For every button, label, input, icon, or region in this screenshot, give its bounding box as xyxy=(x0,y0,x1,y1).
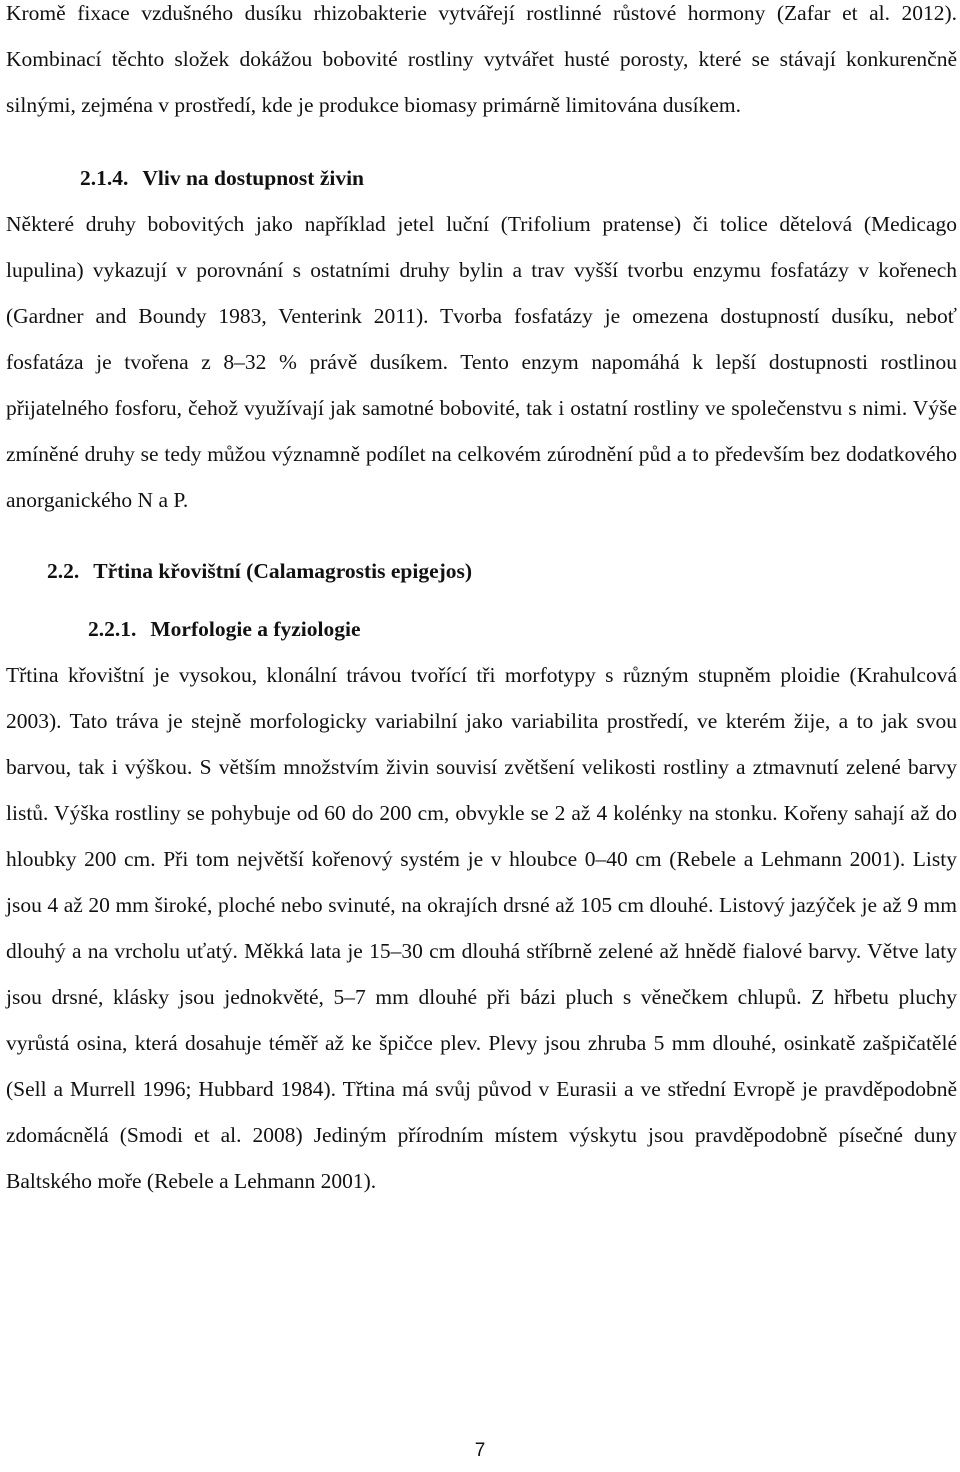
section-2-2-1-paragraph: Třtina křovištní je vysokou, klonální trávou tvořící tři morfotypy s různým stupněm ploidie (Krahulcová 2003). Tato tráva je stejně morfologicky variabilní jako variabilita prostředí, ve kterém žije, a to jak svou barvou, tak i výškou. S větším množstvím živin souvisí zvětšení velikosti rostliny a ztmavnutí zelené barvy listů. Výška rostliny se pohybuje od 60 do 200 cm, obvykle se 2 až 4 kolénky na stonku. Kořeny sahají až do hloubky 200 cm. Při tom největší kořenový systém je v hloubce 0–40 cm (Rebele a Lehmann 2001). Listy jsou 4 až 20 mm široké, ploché nebo svinuté, na okrajích drsné až 105 cm dlouhé. Listový jazýček je až 9 mm dlouhý a na vrcholu uťatý. Měkká lata je 15–30 cm dlouhá stříbrně zelené až hnědě fialové barvy. Větve laty jsou drsné, klásky jsou jednokvěté, 5–7 mm dlouhé při bázi pluch s věnečkem chlupů. Z hřbetu pluchy vyrůstá osina, která dosahuje téměř až ke špičce plev. Plevy jsou zhruba 5 mm dlouhé, osinkatě zašpičatělé (Sell a Murrell 1996; Hubbard 1984). Třtina má svůj původ v Eurasii a ve střední Evropě je pravděpodobně zdomácnělá (Smodi et al. 2008) Jediným přírodním místem výskytu jsou pravděpodobně písečné duny Baltského moře (Rebele a Lehmann 2001). xyxy=(6,663,957,1193)
section-number: 2.2. xyxy=(47,559,80,583)
section-2-1-4-paragraph: Některé druhy bobovitých jako například jetel luční (Trifolium pratense) či tolice dětelová (Medicago lupulina) vykazují v porovnání s ostatními druhy bylin a trav vyšší tvorbu enzymu fosfatázy v kořenech (Gardner and Boundy 1983, Venterink 2011). Tvorba fosfatázy je omezena dostupností dusíku, neboť fosfatáza je tvořena z 8–32 % právě dusíkem. Tento enzym napomáhá k lepší dostupnosti rostlinou přijatelného fosforu, čehož využívají jak samotné bobovité, tak i ostatní rostliny ve společenstvu s nimi. Výše zmíněné druhy se tedy můžou významně podílet na celkovém zúrodnění půd a to především bez dodatkového anorganického N a P. xyxy=(6,212,957,512)
document-page xyxy=(6,0,957,1204)
section-2-2-1-heading xyxy=(6,606,957,652)
section-title: Vliv na dostupnost živin xyxy=(142,166,365,190)
section-2-2-heading xyxy=(6,548,957,594)
section-title: Morfologie a fyziologie xyxy=(150,617,361,641)
page-number: 7 xyxy=(474,1440,486,1461)
section-number: 2.1.4. xyxy=(80,166,129,190)
section-title: Třtina křovištní (Calamagrostis epigejos) xyxy=(93,559,473,583)
section-number: 2.2.1. xyxy=(88,617,137,641)
intro-paragraph: Kromě fixace vzdušného dusíku rhizobakterie vytvářejí rostlinné růstové hormony (Zafar et al. 2012). Kombinací těchto složek dokážou bobovité rostliny vytvářet husté porosty, které se stávají konkurenčně silnými, zejména v prostředí, kde je produkce biomasy primárně limitována dusíkem. xyxy=(6,1,957,117)
section-2-1-4-heading xyxy=(6,155,957,201)
